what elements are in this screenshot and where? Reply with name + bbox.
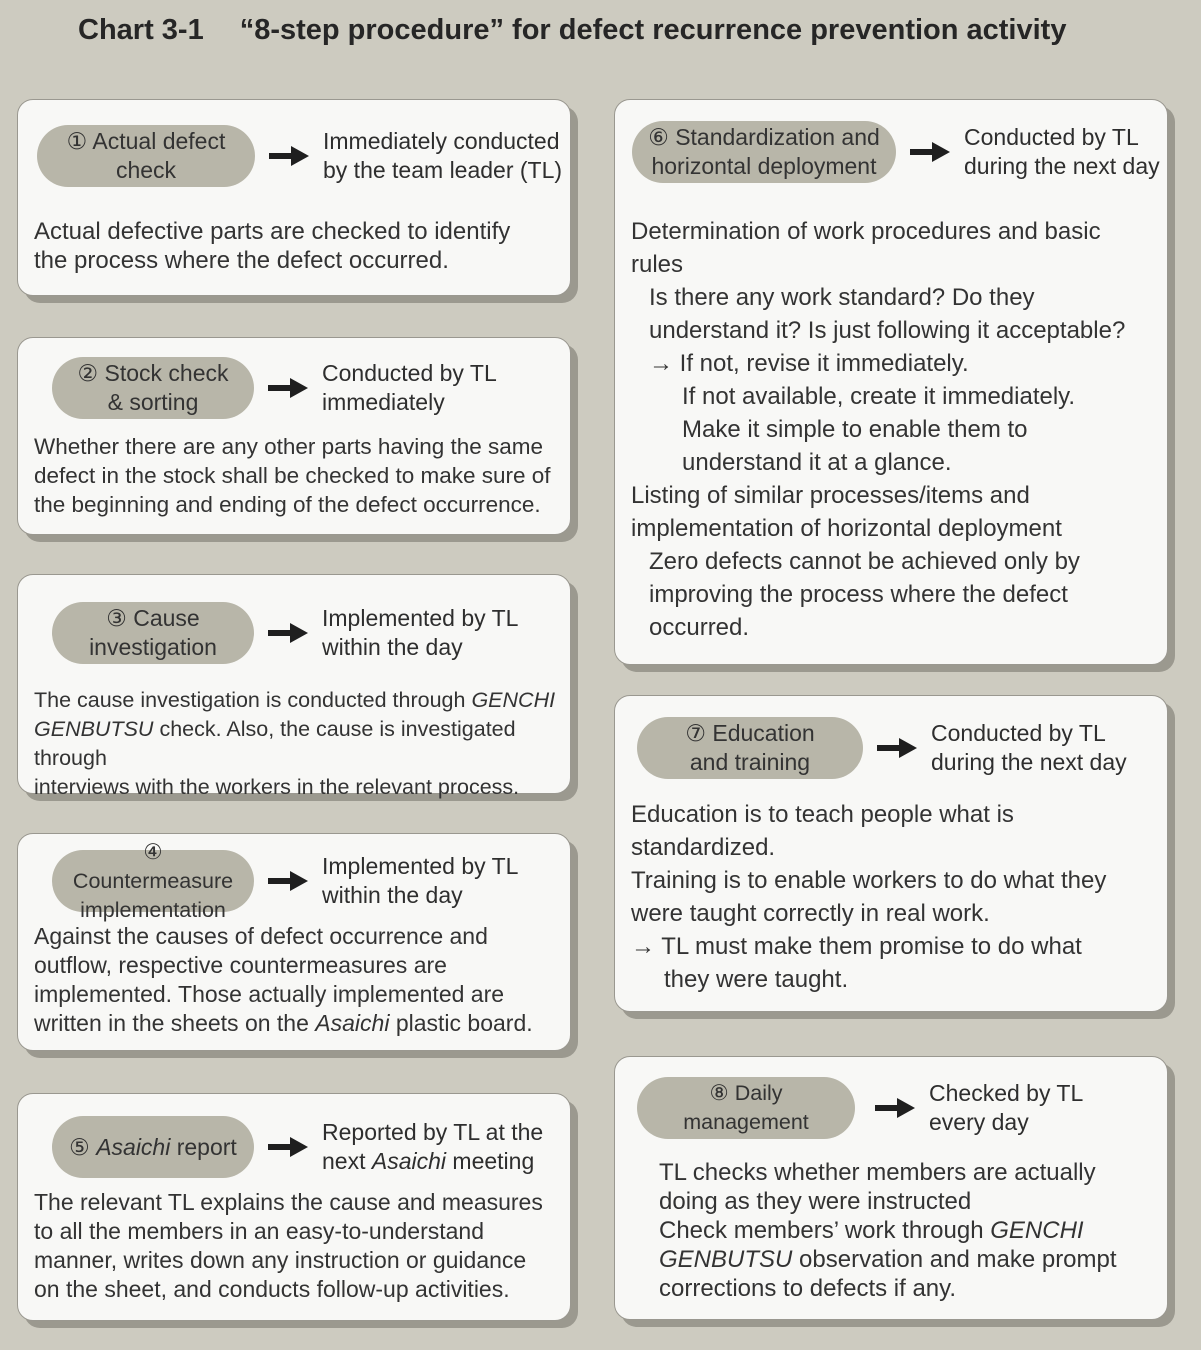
step-8-pill: ⑧ Daily management — [637, 1077, 855, 1139]
step-5-pill: ⑤ Asaichi report — [52, 1116, 254, 1178]
step-8-description: TL checks whether members are actually doing as they were instructed Check members’ work through GENCHI GENBUTSU observation and make prompt corrections to defects if any. — [659, 1159, 1117, 1302]
step-6-responsible: Conducted by TL during the next day — [964, 124, 1160, 179]
step-2-pill: ② Stock check & sorting — [52, 357, 254, 419]
right-arrow-icon — [266, 1135, 310, 1159]
chart-title-text: “8-step procedure” for defect recurrence prevention activity — [239, 14, 1067, 46]
right-arrow-icon — [266, 376, 310, 400]
right-arrow-icon — [266, 621, 310, 645]
step-1-description: Actual defective parts are checked to identify the process where the defect occurred. — [34, 218, 511, 274]
step-4-description: Against the causes of defect occurrence and outflow, respective countermeasures are implemented. Those actually implemented are written in the sheets on the Asaichi plastic board. — [34, 923, 533, 1036]
step-7-description: Education is to teach people what is standardized. Training is to enable workers to do what they were taught correctly in real work. → TL must make them promise to do what they were taught. — [631, 801, 1107, 993]
step-3-card — [17, 574, 571, 799]
step-6-card — [614, 99, 1168, 665]
step-2-responsible: Conducted by TL immediately — [322, 360, 497, 415]
step-1-responsible: Immediately conducted by the team leader (TL) — [323, 128, 563, 183]
right-arrow-icon — [873, 1096, 917, 1120]
step-3-responsible: Implemented by TL within the day — [322, 605, 519, 660]
step-7-pill: ⑦ Education and training — [637, 717, 863, 779]
step-8-responsible: Checked by TL every day — [929, 1080, 1084, 1135]
chart-number: Chart 3-1 — [78, 14, 204, 46]
step-8-card — [614, 1056, 1168, 1320]
step-1-pill: ① Actual defect check — [37, 125, 255, 187]
step-5-description: The relevant TL explains the cause and measures to all the members in an easy-to-understand manner, writes down any instruction or guidance on the sheet, and conducts follow-up activities. — [34, 1189, 543, 1302]
step-5-card — [17, 1093, 571, 1321]
step-6-pill: ⑥ Standardization and horizontal deployment — [632, 121, 896, 183]
step-4-card — [17, 833, 571, 1051]
step-2-card — [17, 337, 571, 535]
right-arrow-icon — [875, 736, 919, 760]
step-1-card — [17, 99, 571, 296]
right-arrow-icon — [267, 144, 311, 168]
right-arrow-icon — [908, 140, 952, 164]
step-4-pill: ④ Countermeasure implementation — [52, 850, 254, 912]
step-3-description: The cause investigation is conducted through GENCHI GENBUTSU check. Also, the cause is investigated through interviews with the workers in the relevant process. — [34, 688, 556, 799]
step-6-description: Determination of work procedures and basic rules Is there any work standard? Do they understand it? Is just following it acceptable? → If not, revise it immediately. If not available, create it immediately. Make it simple to enable them to understand it at a glance. Listing of similar processes/items and implementation of horizontal deployment Zero defects cannot be achieved only by improving the process where the defect occurred. — [631, 218, 1126, 641]
step-7-card — [614, 695, 1168, 1012]
step-3-pill: ③ Cause investigation — [52, 602, 254, 664]
right-arrow-icon — [266, 869, 310, 893]
step-5-responsible: Reported by TL at the next Asaichi meeting — [322, 1119, 544, 1174]
step-7-responsible: Conducted by TL during the next day — [931, 720, 1127, 775]
step-2-description: Whether there are any other parts having the same defect in the stock shall be checked to make sure of the beginning and ending of the defect occurrence. — [34, 434, 551, 517]
chart-title — [78, 14, 1066, 47]
step-4-responsible: Implemented by TL within the day — [322, 853, 519, 908]
